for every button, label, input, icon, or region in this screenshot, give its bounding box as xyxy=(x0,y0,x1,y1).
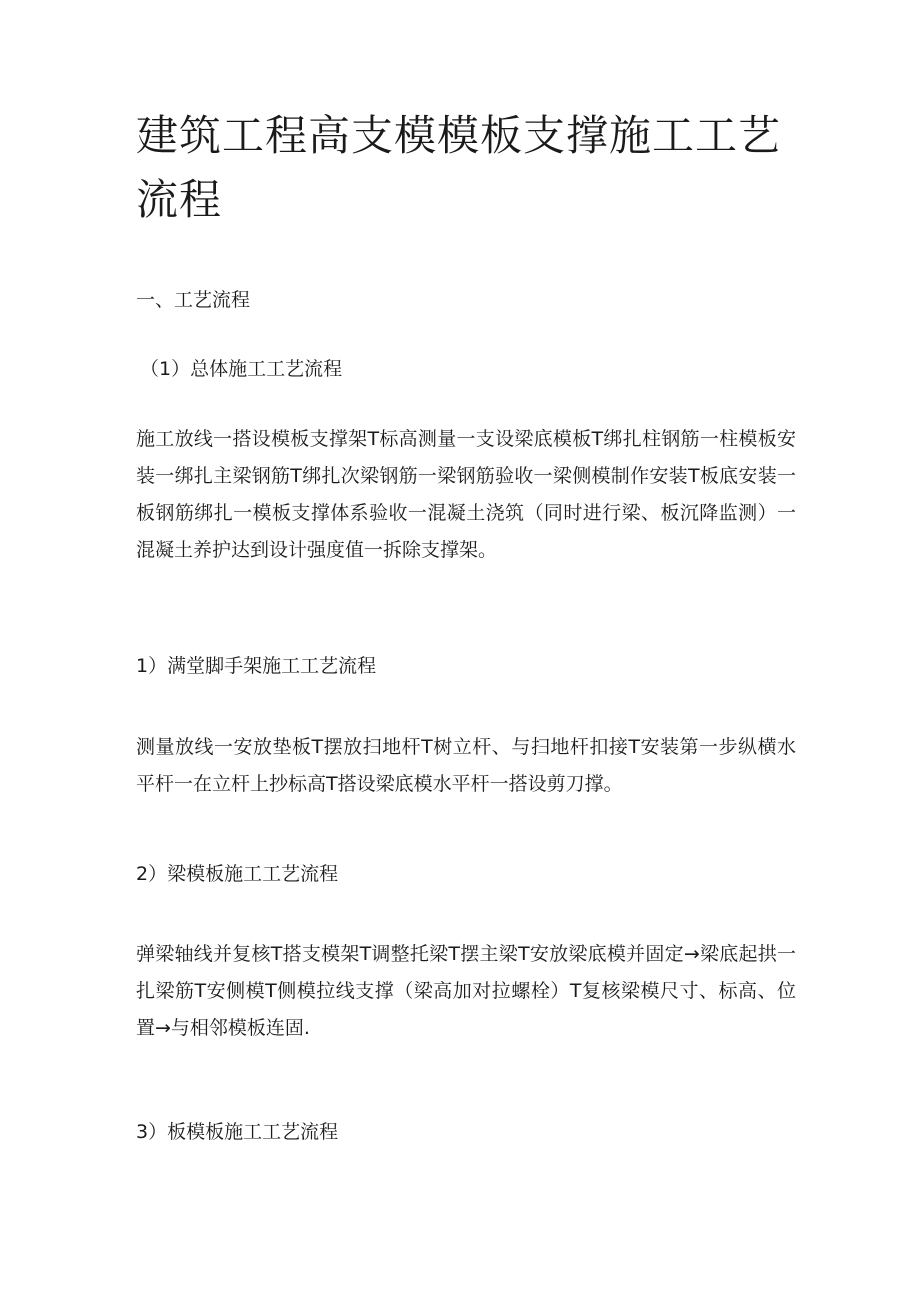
paragraph-beam-formwork-process: 弹梁轴线并复核T搭支模架T调整托梁T摆主梁T安放梁底模并固定→梁底起拱一扎梁筋T安侧模T侧模拉线支撑（梁高加对拉螺栓）T复核梁模尺寸、标高、位置→与相邻模板连固. xyxy=(136,943,796,1039)
section-heading-process: 一、工艺流程 xyxy=(136,289,251,311)
subheading-beam-formwork-process: 2）梁模板施工工艺流程 xyxy=(136,863,339,885)
subheading-overall-process: （1）总体施工工艺流程 xyxy=(140,358,343,380)
paragraph-scaffold-process: 测量放线一安放垫板T摆放扫地杆T树立杆、与扫地杆扣接T安装第一步纵横水平杆一在立杆上抄标高T搭设梁底模水平杆一搭设剪刀撑。 xyxy=(136,736,796,795)
paragraph-overall-process: 施工放线一搭设模板支撑架T标高测量一支设梁底模板T绑扎柱钢筋一柱模板安装一绑扎主梁钢筋T绑扎次梁钢筋一梁钢筋验收一梁侧模制作安装T板底安装一板钢筋绑扎一模板支撑体系验收一混凝土浇筑（同时进行梁、板沉降监测）一混凝土养护达到设计强度值一拆除支撑架。 xyxy=(136,428,796,561)
subheading-scaffold-process: 1）满堂脚手架施工工艺流程 xyxy=(136,655,377,677)
document-title: 建筑工程高支模模板支撑施工工艺流程 xyxy=(136,111,782,224)
subheading-slab-formwork-process: 3）板模板施工工艺流程 xyxy=(136,1121,339,1143)
